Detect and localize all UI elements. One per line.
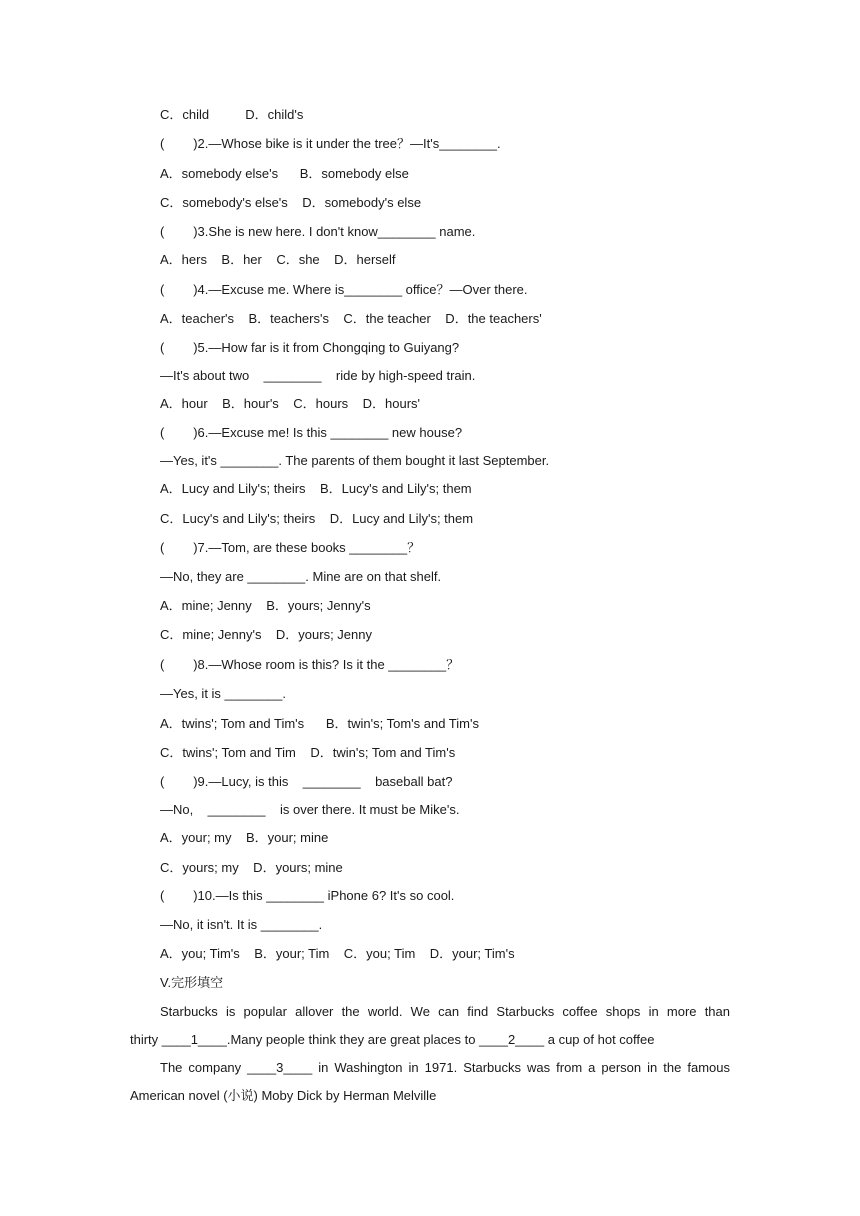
question-line: A．hour B．hour's C．hours D．hours' [160, 396, 421, 411]
passage-paragraph-1 [130, 998, 730, 1054]
question-line: —Yes, it is ________. [160, 686, 286, 701]
question-line: C．mine; Jenny's D．yours; Jenny [160, 627, 372, 642]
passage-line: thirty ____1____.Many people think they are great places to ____2____ a cup of hot coffee [130, 1032, 655, 1047]
passage-line: Starbucks is popular allover the world. We can find Starbucks coffee shops in more than [160, 1004, 730, 1019]
question-line: —No, it isn't. It is ________. [160, 917, 323, 932]
question-line: ( )4.—Excuse me. Where is________ office？—Over there. [160, 282, 528, 297]
question-line: A．Lucy and Lily's; theirs B．Lucy's and Lily's; them [160, 481, 472, 496]
question-line: —No, ________ is over there. It must be Mike's. [160, 802, 460, 817]
question-line: ( )7.—Tom, are these books ________？ [160, 540, 421, 555]
question-line: A．hers B．her C．she D．herself [160, 252, 396, 267]
passage-line: The company ____3____ in Washington in 1971. Starbucks was from a person in the famous [160, 1060, 730, 1075]
passage-line: American novel (小说) Moby Dick by Herman Melville [130, 1088, 437, 1103]
question-line: C．Lucy's and Lily's; theirs D．Lucy and Lily's; them [160, 511, 474, 526]
question-line: —It's about two ________ ride by high-speed train. [160, 368, 476, 383]
question-line: A．twins'; Tom and Tim's B．twin's; Tom's and Tim's [160, 716, 479, 731]
question-line: —Yes, it's ________. The parents of them bought it last September. [160, 453, 550, 468]
question-line: C．child D．child's [160, 107, 304, 122]
question-line: ( )10.—Is this ________ iPhone 6? It's so cool. [160, 888, 455, 903]
question-line: C．somebody's else's D．somebody's else [160, 195, 422, 210]
passage-paragraph-2 [130, 1054, 730, 1110]
question-line: A．somebody else's B．somebody else [160, 166, 409, 181]
question-line: C．twins'; Tom and Tim D．twin's; Tom and Tim's [160, 745, 456, 760]
question-line: A．teacher's B．teachers's C．the teacher D．the teachers' [160, 311, 542, 326]
question-line: ( )8.—Whose room is this? Is it the ________？ [160, 657, 460, 672]
question-line: ( )9.—Lucy, is this ________ baseball bat? [160, 774, 453, 789]
question-line: ( )6.—Excuse me! Is this ________ new house? [160, 425, 463, 440]
question-line: A．your; my B．your; mine [160, 830, 329, 845]
question-line: ( )2.—Whose bike is it under the tree？—It's________. [160, 136, 501, 151]
question-line: —No, they are ________. Mine are on that shelf. [160, 569, 442, 584]
section-heading: V.完形填空 [160, 975, 224, 990]
question-line: A．you; Tim's B．your; Tim C．you; Tim D．your; Tim's [160, 946, 515, 961]
question-line: A．mine; Jenny B．yours; Jenny's [160, 598, 371, 613]
question-line: ( )5.—How far is it from Chongqing to Guiyang? [160, 340, 460, 355]
question-line: ( )3.She is new here. I don't know________ name. [160, 224, 476, 239]
question-line: C．yours; my D．yours; mine [160, 860, 343, 875]
